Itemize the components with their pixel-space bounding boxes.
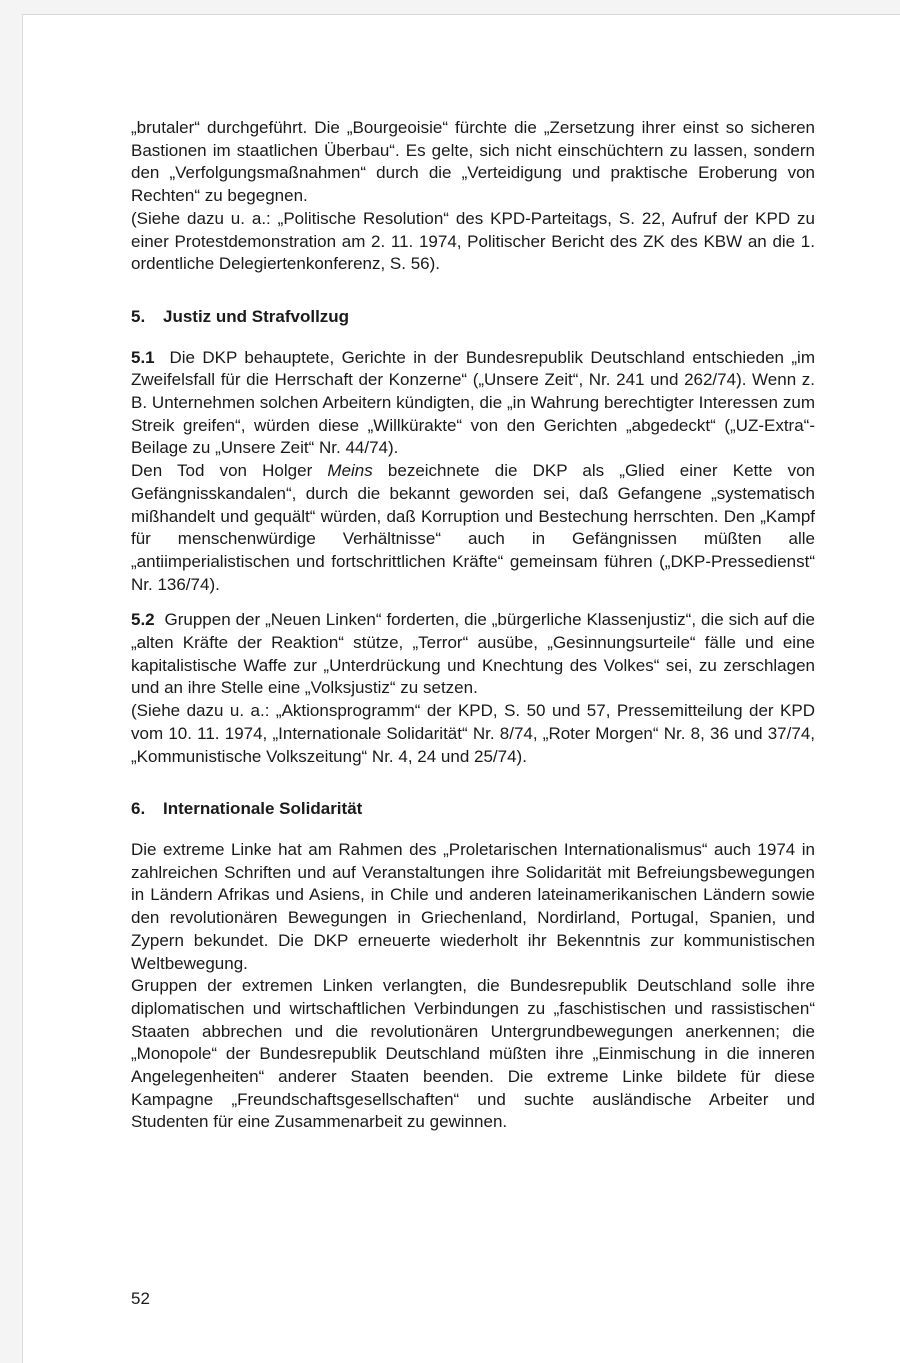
section-5-2-number: 5.2 <box>131 610 155 630</box>
page-body <box>131 117 815 1134</box>
section-5-2-text: Gruppen der „Neuen Linken“ forderten, die „bürgerliche Klassenjustiz“, die sich auf die „alten Kräfte der Reaktion“ stütze, „Terror“ ausübe, „Gesinnungsurteile“ fälle und eine kapitalistische Waffe zur „Unterdrückung und Knechtung des Volkes“ sei, zu zerschlagen und an ihre Stelle eine „Volksjustiz“ zu setzen. <box>131 610 815 698</box>
section-6-paragraph: Die extreme Linke hat am Rahmen des „Proletarischen Internationalismus“ auch 1974 in zahlreichen Schriften und auf Veranstaltungen ihre Solidarität mit Befreiungsbewegungen in Ländern Afrikas und Asiens, in Chile und anderen lateinamerikanischen Ländern sowie den revolutionären Bewegungen in Griechenland, Nordirland, Portugal, Spanien, und Zypern bekundet. Die DKP erneuerte wiederholt ihr Bekenntnis zur kommunistischen Weltbewegung. <box>131 839 815 973</box>
section-5-1-paragraph <box>131 347 815 461</box>
section-5-1-meins-paragraph <box>131 460 815 596</box>
section-5-title: Justiz und Strafvollzug <box>163 306 350 326</box>
page-number: 52 <box>131 1289 150 1308</box>
document-page <box>22 14 900 1363</box>
section-5-1-text: Die DKP behauptete, Gerichte in der Bundesrepublik Deutschland entschieden „im Zweifelsfall für die Herrschaft der Konzerne“ („Unsere Zeit“, Nr. 241 und 262/74). Wenn z. B. Unternehmen solchen Arbeitern kündigten, die „in Wahrung berechtigter Interessen zum Streik greifen“, würden diese „Willkürakte“ von den Gerichten „abgedeckt“ („UZ-Extra“-Beilage zu „Unsere Zeit“ Nr. 44/74). <box>131 347 815 458</box>
section-5-heading <box>131 306 815 329</box>
section-5-1-text-part: Den Tod von Holger <box>131 461 328 481</box>
section-6-title: Internationale Solidarität <box>163 799 363 819</box>
section-5-number: 5. <box>131 306 146 326</box>
section-5-1-text-part: bezeichnete die DKP als „Glied einer Kette von Gefängnisskandalen“, durch die bekannt geworden sei, daß Gefangene „systematisch mißhandelt und gequält“ würden, daß Korruption und Bestechung herrschten. Den „Kampf für menschenwürdige Verhältnisse“ auch in Gefängnissen müßten alle „antiimperialistischen und fortschrittlichen Kräfte“ gemeinsam führen („DKP-Pressedienst“ Nr. 136/74). <box>131 461 815 594</box>
emphasized-name: Meins <box>327 461 373 481</box>
section-6-heading <box>131 798 815 821</box>
intro-paragraph: „brutaler“ durchgeführt. Die „Bourgeoisie“ fürchte die „Zersetzung ihrer einst so sicheren Bastionen im staatlichen Überbau“. Es gelte, sich nicht einschüchtern zu lassen, sondern den „Verfolgungsmaßnahmen“ durch die „Verteidigung und praktische Eroberung von Rechten“ zu begegnen. <box>131 118 815 206</box>
section-5-1-number: 5.1 <box>131 347 155 367</box>
section-5-2-reference-paragraph: (Siehe dazu u. a.: „Aktionsprogramm“ der KPD, S. 50 und 57, Pressemitteilung der KPD vom 10. 11. 1974, „Internationale Solidarität“ Nr. 8/74, „Roter Morgen“ Nr. 8, 36 und 37/74, „Kommunistische Volkszeitung“ Nr. 4, 24 und 25/74). <box>131 701 815 766</box>
section-6-number: 6. <box>131 799 146 819</box>
intro-reference-paragraph: (Siehe dazu u. a.: „Politische Resolution“ des KPD-Parteitags, S. 22, Aufruf der KPD zu einer Protestdemonstration am 2. 11. 1974, Politischer Bericht des ZK des KBW an die 1. ordentliche Delegiertenkonferenz, S. 56). <box>131 208 815 274</box>
section-6-paragraph-2: Gruppen der extremen Linken verlangten, die Bundesrepublik Deutschland solle ihre diplomatischen und wirtschaftlichen Verbindungen zu „faschistischen und rassistischen“ Staaten abbrechen und die revolutionären Untergrundbewegungen anerkennen; die „Monopole“ der Bundesrepublik Deutschland müßten ihre „Einmischung in die inneren Angelegenheiten“ anderer Staaten beenden. Die extreme Linke bildete für diese Kampagne „Freundschaftsgesellschaften“ und suchte ausländische Arbeiter und Studenten für eine Zusammenarbeit zu gewinnen. <box>131 976 815 1132</box>
section-5-2-paragraph <box>131 609 815 700</box>
